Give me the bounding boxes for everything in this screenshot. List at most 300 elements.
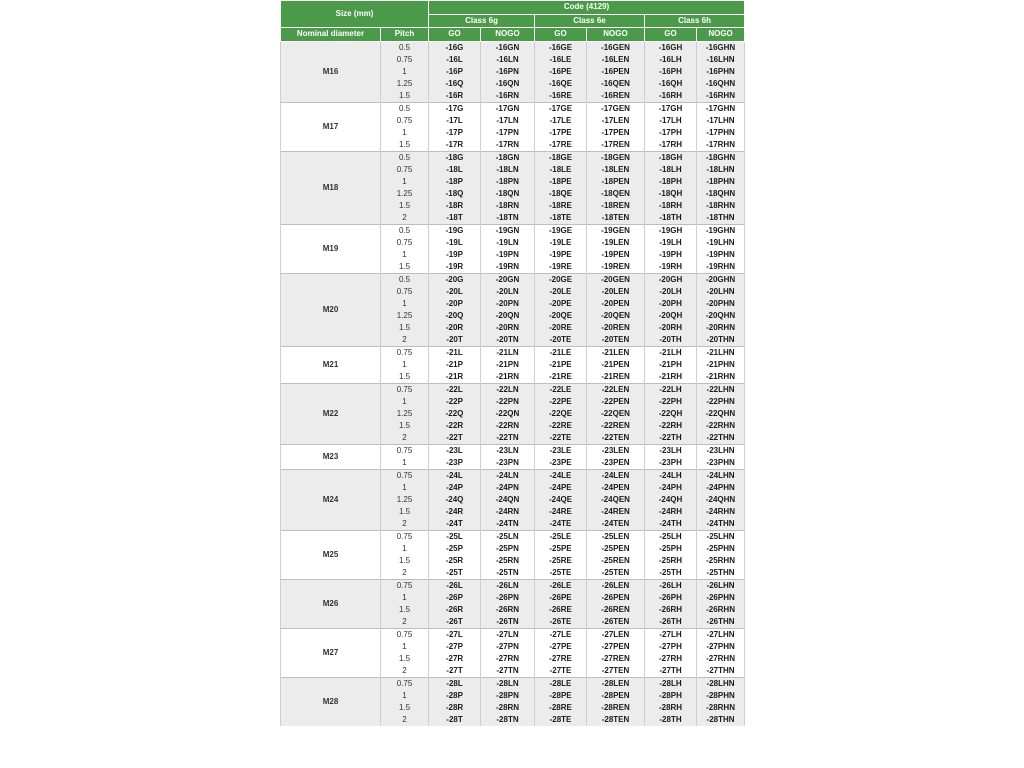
nogo-6h-cell: -22RHN bbox=[697, 420, 745, 432]
nogo-6e-cell: -19REN bbox=[587, 261, 645, 274]
go-6g-cell: -20P bbox=[429, 298, 481, 310]
go-6h-cell: -28RH bbox=[645, 702, 697, 714]
pitch-cell: 1.5 bbox=[381, 506, 429, 518]
nogo-6e-cell: -18QEN bbox=[587, 188, 645, 200]
go-6g-cell: -24T bbox=[429, 518, 481, 531]
nogo-6g-cell: -28RN bbox=[481, 702, 535, 714]
nogo-6h-cell: -28RHN bbox=[697, 702, 745, 714]
nogo-6g-cell: -18QN bbox=[481, 188, 535, 200]
nominal-diameter-cell: M24 bbox=[281, 469, 381, 530]
nogo-6e-cell: -16LEN bbox=[587, 54, 645, 66]
nogo-6e-cell: -20REN bbox=[587, 322, 645, 334]
pitch-cell: 0.75 bbox=[381, 530, 429, 543]
go-6h-cell: -18GH bbox=[645, 151, 697, 164]
nominal-diameter-cell: M27 bbox=[281, 628, 381, 677]
go-6h-cell: -20LH bbox=[645, 286, 697, 298]
pitch-cell: 1.5 bbox=[381, 90, 429, 103]
go-6e-cell: -23LE bbox=[535, 444, 587, 457]
nogo-6h-cell: -20THN bbox=[697, 334, 745, 347]
nogo-6e-cell: -26TEN bbox=[587, 616, 645, 629]
go-6h-cell: -18QH bbox=[645, 188, 697, 200]
pitch-cell: 2 bbox=[381, 518, 429, 531]
nogo-6e-cell: -28TEN bbox=[587, 714, 645, 726]
nogo-6e-cell: -22LEN bbox=[587, 383, 645, 396]
pitch-cell: 1.5 bbox=[381, 139, 429, 152]
go-6h-cell: -16PH bbox=[645, 66, 697, 78]
go-6g-cell: -26L bbox=[429, 579, 481, 592]
go-6h-cell: -28LH bbox=[645, 677, 697, 690]
nogo-6h-cell: -22THN bbox=[697, 432, 745, 445]
go-6h-cell: -27TH bbox=[645, 665, 697, 678]
pitch-cell: 0.75 bbox=[381, 164, 429, 176]
go-6h-cell: -24TH bbox=[645, 518, 697, 531]
nogo-6e-cell: -24TEN bbox=[587, 518, 645, 531]
go-6g-cell: -24L bbox=[429, 469, 481, 482]
pitch-cell: 0.75 bbox=[381, 346, 429, 359]
go-6h-cell: -25PH bbox=[645, 543, 697, 555]
pitch-cell: 1 bbox=[381, 396, 429, 408]
nogo-header-6g: NOGO bbox=[481, 28, 535, 42]
go-6e-cell: -16QE bbox=[535, 78, 587, 90]
nogo-6e-cell: -19GEN bbox=[587, 224, 645, 237]
table-row bbox=[281, 273, 745, 286]
go-6h-cell: -27PH bbox=[645, 641, 697, 653]
nogo-6g-cell: -27LN bbox=[481, 628, 535, 641]
pitch-cell: 0.75 bbox=[381, 54, 429, 66]
nogo-6g-cell: -24LN bbox=[481, 469, 535, 482]
nogo-6g-cell: -27TN bbox=[481, 665, 535, 678]
go-6g-cell: -18G bbox=[429, 151, 481, 164]
nogo-6h-cell: -18LHN bbox=[697, 164, 745, 176]
go-6h-cell: -22LH bbox=[645, 383, 697, 396]
table-row bbox=[281, 346, 745, 359]
go-6g-cell: -16L bbox=[429, 54, 481, 66]
go-6e-cell: -20RE bbox=[535, 322, 587, 334]
nogo-6e-cell: -22PEN bbox=[587, 396, 645, 408]
go-6h-cell: -23LH bbox=[645, 444, 697, 457]
go-6e-cell: -25LE bbox=[535, 530, 587, 543]
pitch-cell: 1 bbox=[381, 592, 429, 604]
nogo-6h-cell: -27PHN bbox=[697, 641, 745, 653]
nogo-6h-cell: -17GHN bbox=[697, 102, 745, 115]
go-6h-cell: -23PH bbox=[645, 457, 697, 470]
go-6h-cell: -19RH bbox=[645, 261, 697, 274]
nogo-6h-cell: -18PHN bbox=[697, 176, 745, 188]
go-6e-cell: -27RE bbox=[535, 653, 587, 665]
go-6g-cell: -19L bbox=[429, 237, 481, 249]
go-6g-cell: -28P bbox=[429, 690, 481, 702]
go-6e-cell: -18TE bbox=[535, 212, 587, 225]
nogo-6h-cell: -20LHN bbox=[697, 286, 745, 298]
go-6g-cell: -17L bbox=[429, 115, 481, 127]
go-6h-cell: -28PH bbox=[645, 690, 697, 702]
nogo-6e-cell: -20QEN bbox=[587, 310, 645, 322]
nogo-6h-cell: -24QHN bbox=[697, 494, 745, 506]
nogo-6g-cell: -18TN bbox=[481, 212, 535, 225]
go-6g-cell: -24R bbox=[429, 506, 481, 518]
nogo-6h-cell: -20GHN bbox=[697, 273, 745, 286]
pitch-cell: 1.25 bbox=[381, 408, 429, 420]
pitch-cell: 1 bbox=[381, 127, 429, 139]
nogo-6e-cell: -22REN bbox=[587, 420, 645, 432]
go-6g-cell: -27R bbox=[429, 653, 481, 665]
nogo-6h-cell: -28PHN bbox=[697, 690, 745, 702]
go-6e-cell: -20QE bbox=[535, 310, 587, 322]
pitch-cell: 2 bbox=[381, 616, 429, 629]
nominal-diameter-cell: M23 bbox=[281, 444, 381, 469]
nogo-6g-cell: -17RN bbox=[481, 139, 535, 152]
nogo-6h-cell: -24PHN bbox=[697, 482, 745, 494]
go-6e-cell: -20TE bbox=[535, 334, 587, 347]
go-6e-cell: -21PE bbox=[535, 359, 587, 371]
pitch-cell: 0.75 bbox=[381, 444, 429, 457]
go-6e-cell: -17PE bbox=[535, 127, 587, 139]
nogo-6e-cell: -18GEN bbox=[587, 151, 645, 164]
go-6h-cell: -16GH bbox=[645, 41, 697, 54]
go-6h-cell: -22QH bbox=[645, 408, 697, 420]
nogo-6h-cell: -25RHN bbox=[697, 555, 745, 567]
go-6g-cell: -20Q bbox=[429, 310, 481, 322]
nogo-6e-cell: -24PEN bbox=[587, 482, 645, 494]
nogo-6e-cell: -18PEN bbox=[587, 176, 645, 188]
nogo-6g-cell: -28PN bbox=[481, 690, 535, 702]
table-row bbox=[281, 469, 745, 482]
go-6g-cell: -21R bbox=[429, 371, 481, 384]
pitch-cell: 0.75 bbox=[381, 579, 429, 592]
nogo-6e-cell: -20GEN bbox=[587, 273, 645, 286]
go-6e-cell: -16GE bbox=[535, 41, 587, 54]
nominal-diameter-cell: M20 bbox=[281, 273, 381, 346]
nogo-6e-cell: -27REN bbox=[587, 653, 645, 665]
go-6h-cell: -26PH bbox=[645, 592, 697, 604]
go-6h-cell: -16QH bbox=[645, 78, 697, 90]
nominal-diameter-cell: M21 bbox=[281, 346, 381, 383]
go-6g-cell: -25T bbox=[429, 567, 481, 580]
nogo-6h-cell: -17RHN bbox=[697, 139, 745, 152]
go-6e-cell: -22TE bbox=[535, 432, 587, 445]
go-6h-cell: -26LH bbox=[645, 579, 697, 592]
pitch-cell: 0.75 bbox=[381, 237, 429, 249]
go-header-6h: GO bbox=[645, 28, 697, 42]
pitch-cell: 0.75 bbox=[381, 115, 429, 127]
nogo-6h-cell: -16PHN bbox=[697, 66, 745, 78]
pitch-cell: 1 bbox=[381, 482, 429, 494]
nogo-6e-cell: -20LEN bbox=[587, 286, 645, 298]
nogo-6h-cell: -28THN bbox=[697, 714, 745, 726]
go-6e-cell: -20GE bbox=[535, 273, 587, 286]
nogo-6h-cell: -20PHN bbox=[697, 298, 745, 310]
go-6g-cell: -16Q bbox=[429, 78, 481, 90]
nogo-6g-cell: -20LN bbox=[481, 286, 535, 298]
nogo-6e-cell: -21LEN bbox=[587, 346, 645, 359]
go-6e-cell: -22LE bbox=[535, 383, 587, 396]
go-6e-cell: -20LE bbox=[535, 286, 587, 298]
pitch-cell: 1 bbox=[381, 690, 429, 702]
go-6h-cell: -20QH bbox=[645, 310, 697, 322]
nogo-6e-cell: -28PEN bbox=[587, 690, 645, 702]
table-row bbox=[281, 677, 745, 690]
pitch-cell: 1.5 bbox=[381, 261, 429, 274]
go-6h-cell: -24RH bbox=[645, 506, 697, 518]
pitch-cell: 1.5 bbox=[381, 371, 429, 384]
go-6h-cell: -27LH bbox=[645, 628, 697, 641]
go-6e-cell: -25RE bbox=[535, 555, 587, 567]
pitch-header: Pitch bbox=[381, 28, 429, 42]
go-6e-cell: -20PE bbox=[535, 298, 587, 310]
nogo-6h-cell: -17PHN bbox=[697, 127, 745, 139]
nogo-6h-cell: -16RHN bbox=[697, 90, 745, 103]
nogo-6g-cell: -18GN bbox=[481, 151, 535, 164]
go-6g-cell: -25P bbox=[429, 543, 481, 555]
nogo-6e-cell: -23PEN bbox=[587, 457, 645, 470]
nogo-6e-cell: -26REN bbox=[587, 604, 645, 616]
nogo-6g-cell: -19GN bbox=[481, 224, 535, 237]
go-6g-cell: -20L bbox=[429, 286, 481, 298]
nogo-6g-cell: -24PN bbox=[481, 482, 535, 494]
go-6e-cell: -28LE bbox=[535, 677, 587, 690]
table-row bbox=[281, 383, 745, 396]
go-6h-cell: -26RH bbox=[645, 604, 697, 616]
nogo-6g-cell: -21LN bbox=[481, 346, 535, 359]
nogo-6g-cell: -26RN bbox=[481, 604, 535, 616]
nogo-6h-cell: -28LHN bbox=[697, 677, 745, 690]
nogo-6g-cell: -28TN bbox=[481, 714, 535, 726]
go-6h-cell: -16LH bbox=[645, 54, 697, 66]
nogo-6h-cell: -21LHN bbox=[697, 346, 745, 359]
gauge-code-table-container bbox=[280, 0, 744, 726]
nogo-6h-cell: -22PHN bbox=[697, 396, 745, 408]
pitch-cell: 2 bbox=[381, 212, 429, 225]
go-6g-cell: -28R bbox=[429, 702, 481, 714]
nogo-6h-cell: -26LHN bbox=[697, 579, 745, 592]
pitch-cell: 1.25 bbox=[381, 78, 429, 90]
pitch-cell: 1 bbox=[381, 176, 429, 188]
nogo-6e-cell: -26LEN bbox=[587, 579, 645, 592]
nogo-6h-cell: -22LHN bbox=[697, 383, 745, 396]
nogo-6h-cell: -27THN bbox=[697, 665, 745, 678]
go-6g-cell: -19P bbox=[429, 249, 481, 261]
go-6g-cell: -16R bbox=[429, 90, 481, 103]
go-6e-cell: -27PE bbox=[535, 641, 587, 653]
nogo-6e-cell: -21PEN bbox=[587, 359, 645, 371]
pitch-cell: 1 bbox=[381, 66, 429, 78]
nogo-6e-cell: -24QEN bbox=[587, 494, 645, 506]
nogo-6e-cell: -18TEN bbox=[587, 212, 645, 225]
go-6g-cell: -21P bbox=[429, 359, 481, 371]
nogo-6h-cell: -23LHN bbox=[697, 444, 745, 457]
go-6h-cell: -19GH bbox=[645, 224, 697, 237]
pitch-cell: 1.5 bbox=[381, 420, 429, 432]
go-6e-cell: -24RE bbox=[535, 506, 587, 518]
nogo-6h-cell: -18THN bbox=[697, 212, 745, 225]
nogo-6g-cell: -20PN bbox=[481, 298, 535, 310]
pitch-cell: 2 bbox=[381, 567, 429, 580]
nogo-6g-cell: -25LN bbox=[481, 530, 535, 543]
table-row bbox=[281, 530, 745, 543]
nogo-6h-cell: -21PHN bbox=[697, 359, 745, 371]
nogo-6h-cell: -27LHN bbox=[697, 628, 745, 641]
nogo-6g-cell: -21RN bbox=[481, 371, 535, 384]
nogo-header-6h: NOGO bbox=[697, 28, 745, 42]
go-6e-cell: -26LE bbox=[535, 579, 587, 592]
nogo-6e-cell: -17GEN bbox=[587, 102, 645, 115]
go-6h-cell: -16RH bbox=[645, 90, 697, 103]
nogo-6e-cell: -25TEN bbox=[587, 567, 645, 580]
nogo-6g-cell: -19LN bbox=[481, 237, 535, 249]
go-6e-cell: -19GE bbox=[535, 224, 587, 237]
go-6g-cell: -20T bbox=[429, 334, 481, 347]
nogo-6e-cell: -19LEN bbox=[587, 237, 645, 249]
go-6h-cell: -19LH bbox=[645, 237, 697, 249]
nogo-6e-cell: -16GEN bbox=[587, 41, 645, 54]
go-6g-cell: -22L bbox=[429, 383, 481, 396]
nogo-6g-cell: -17LN bbox=[481, 115, 535, 127]
go-6h-cell: -27RH bbox=[645, 653, 697, 665]
go-6h-cell: -25RH bbox=[645, 555, 697, 567]
go-6g-cell: -17G bbox=[429, 102, 481, 115]
go-6e-cell: -28PE bbox=[535, 690, 587, 702]
nogo-6g-cell: -26LN bbox=[481, 579, 535, 592]
nogo-6g-cell: -18RN bbox=[481, 200, 535, 212]
nogo-6h-cell: -22QHN bbox=[697, 408, 745, 420]
go-6g-cell: -18Q bbox=[429, 188, 481, 200]
nogo-6e-cell: -28LEN bbox=[587, 677, 645, 690]
go-6e-cell: -18RE bbox=[535, 200, 587, 212]
go-6g-cell: -23P bbox=[429, 457, 481, 470]
go-6h-cell: -22RH bbox=[645, 420, 697, 432]
go-6g-cell: -22T bbox=[429, 432, 481, 445]
nominal-diameter-cell: M22 bbox=[281, 383, 381, 444]
nogo-6e-cell: -23LEN bbox=[587, 444, 645, 457]
go-6h-cell: -25TH bbox=[645, 567, 697, 580]
go-6g-cell: -19R bbox=[429, 261, 481, 274]
go-6g-cell: -22R bbox=[429, 420, 481, 432]
nogo-6e-cell: -18LEN bbox=[587, 164, 645, 176]
go-6h-cell: -20GH bbox=[645, 273, 697, 286]
nogo-6e-cell: -22QEN bbox=[587, 408, 645, 420]
nogo-6e-cell: -25LEN bbox=[587, 530, 645, 543]
go-6g-cell: -16P bbox=[429, 66, 481, 78]
nogo-6h-cell: -25PHN bbox=[697, 543, 745, 555]
go-6e-cell: -17GE bbox=[535, 102, 587, 115]
nogo-6g-cell: -25PN bbox=[481, 543, 535, 555]
nogo-6h-cell: -17LHN bbox=[697, 115, 745, 127]
pitch-cell: 1.5 bbox=[381, 322, 429, 334]
pitch-cell: 2 bbox=[381, 334, 429, 347]
nogo-6e-cell: -26PEN bbox=[587, 592, 645, 604]
nogo-6h-cell: -18GHN bbox=[697, 151, 745, 164]
go-6g-cell: -18R bbox=[429, 200, 481, 212]
nogo-6h-cell: -26RHN bbox=[697, 604, 745, 616]
go-6h-cell: -21PH bbox=[645, 359, 697, 371]
nogo-6e-cell: -24REN bbox=[587, 506, 645, 518]
go-6g-cell: -18T bbox=[429, 212, 481, 225]
nogo-6g-cell: -16QN bbox=[481, 78, 535, 90]
nogo-6g-cell: -25TN bbox=[481, 567, 535, 580]
size-header: Size (mm) bbox=[281, 1, 429, 28]
nogo-6g-cell: -26TN bbox=[481, 616, 535, 629]
nogo-6g-cell: -22RN bbox=[481, 420, 535, 432]
nogo-6g-cell: -25RN bbox=[481, 555, 535, 567]
go-6e-cell: -25TE bbox=[535, 567, 587, 580]
go-6g-cell: -17P bbox=[429, 127, 481, 139]
go-6e-cell: -22PE bbox=[535, 396, 587, 408]
nogo-6h-cell: -23PHN bbox=[697, 457, 745, 470]
go-6h-cell: -21LH bbox=[645, 346, 697, 359]
nogo-6g-cell: -23PN bbox=[481, 457, 535, 470]
nominal-diameter-cell: M28 bbox=[281, 677, 381, 726]
go-6g-cell: -24Q bbox=[429, 494, 481, 506]
go-6g-cell: -20R bbox=[429, 322, 481, 334]
nogo-6e-cell: -16PEN bbox=[587, 66, 645, 78]
nogo-6g-cell: -23LN bbox=[481, 444, 535, 457]
go-6h-cell: -20TH bbox=[645, 334, 697, 347]
go-6e-cell: -18PE bbox=[535, 176, 587, 188]
go-6e-cell: -18GE bbox=[535, 151, 587, 164]
nogo-6h-cell: -19LHN bbox=[697, 237, 745, 249]
nogo-6g-cell: -17PN bbox=[481, 127, 535, 139]
go-6e-cell: -26TE bbox=[535, 616, 587, 629]
go-6e-cell: -22QE bbox=[535, 408, 587, 420]
go-6e-cell: -17RE bbox=[535, 139, 587, 152]
pitch-cell: 1.5 bbox=[381, 200, 429, 212]
go-6g-cell: -27L bbox=[429, 628, 481, 641]
nogo-6h-cell: -18QHN bbox=[697, 188, 745, 200]
nogo-6h-cell: -19PHN bbox=[697, 249, 745, 261]
go-6e-cell: -24LE bbox=[535, 469, 587, 482]
go-6e-cell: -24PE bbox=[535, 482, 587, 494]
table-body bbox=[281, 41, 745, 726]
go-6g-cell: -26R bbox=[429, 604, 481, 616]
go-6h-cell: -20PH bbox=[645, 298, 697, 310]
nogo-6g-cell: -19PN bbox=[481, 249, 535, 261]
pitch-cell: 0.5 bbox=[381, 102, 429, 115]
go-6e-cell: -27LE bbox=[535, 628, 587, 641]
go-6e-cell: -22RE bbox=[535, 420, 587, 432]
nogo-6g-cell: -22PN bbox=[481, 396, 535, 408]
nogo-6e-cell: -17REN bbox=[587, 139, 645, 152]
pitch-cell: 1.25 bbox=[381, 494, 429, 506]
nogo-6h-cell: -16LHN bbox=[697, 54, 745, 66]
nogo-header-6e: NOGO bbox=[587, 28, 645, 42]
nogo-6e-cell: -18REN bbox=[587, 200, 645, 212]
pitch-cell: 2 bbox=[381, 714, 429, 726]
nogo-6h-cell: -26PHN bbox=[697, 592, 745, 604]
table-row bbox=[281, 579, 745, 592]
nogo-6e-cell: -25PEN bbox=[587, 543, 645, 555]
go-6g-cell: -27T bbox=[429, 665, 481, 678]
nominal-diameter-cell: M26 bbox=[281, 579, 381, 628]
nogo-6e-cell: -16REN bbox=[587, 90, 645, 103]
nogo-6e-cell: -27LEN bbox=[587, 628, 645, 641]
nogo-6e-cell: -19PEN bbox=[587, 249, 645, 261]
pitch-cell: 0.75 bbox=[381, 628, 429, 641]
nogo-6g-cell: -16GN bbox=[481, 41, 535, 54]
pitch-cell: 1.5 bbox=[381, 555, 429, 567]
pitch-cell: 1.5 bbox=[381, 653, 429, 665]
go-6g-cell: -27P bbox=[429, 641, 481, 653]
nogo-6h-cell: -19RHN bbox=[697, 261, 745, 274]
gauge-code-table bbox=[280, 0, 745, 726]
nogo-6e-cell: -17LEN bbox=[587, 115, 645, 127]
go-6e-cell: -19LE bbox=[535, 237, 587, 249]
nogo-6h-cell: -24LHN bbox=[697, 469, 745, 482]
nogo-6h-cell: -20RHN bbox=[697, 322, 745, 334]
go-6g-cell: -22Q bbox=[429, 408, 481, 420]
go-6g-cell: -22P bbox=[429, 396, 481, 408]
nogo-6g-cell: -16LN bbox=[481, 54, 535, 66]
table-row bbox=[281, 628, 745, 641]
